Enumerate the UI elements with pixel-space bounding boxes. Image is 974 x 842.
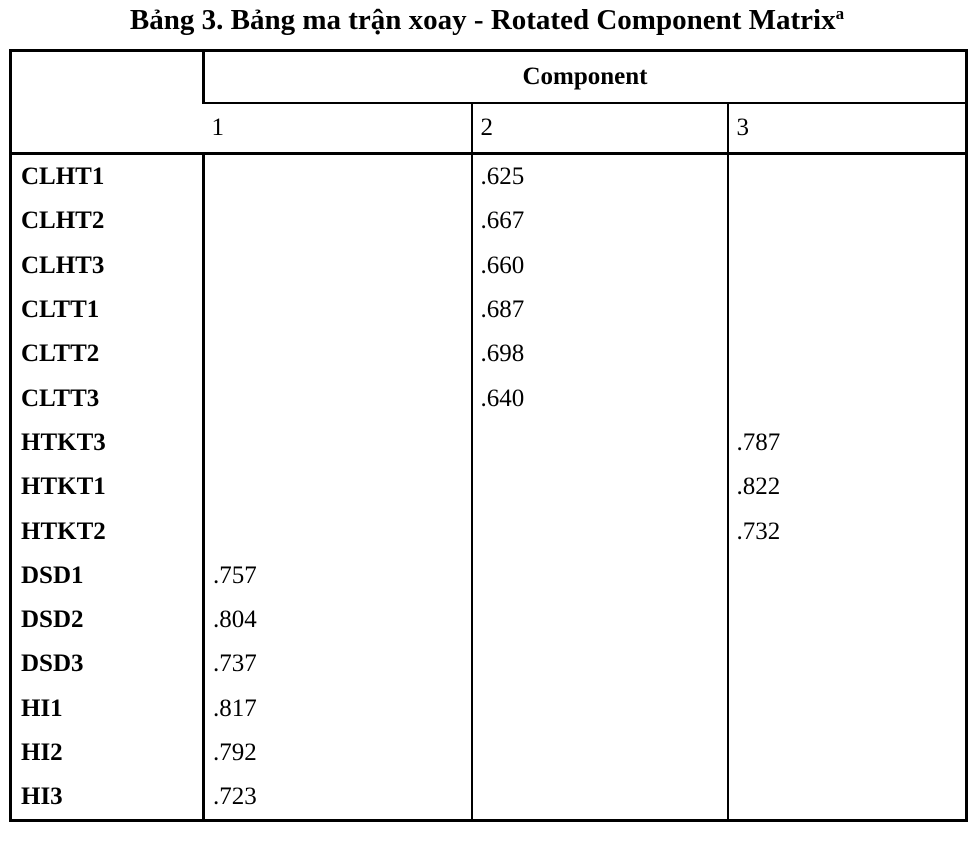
- table-row: [11, 421, 967, 465]
- row-label: CLHT2: [11, 199, 204, 243]
- row-label: CLHT1: [11, 154, 204, 200]
- loading-cell: [472, 509, 728, 553]
- loading-cell: [472, 554, 728, 598]
- row-label: DSD3: [11, 642, 204, 686]
- loading-cell: [204, 376, 472, 420]
- loading-cell: [728, 154, 967, 200]
- loading-cell: .737: [204, 642, 472, 686]
- table-row: [11, 554, 967, 598]
- loading-cell: [472, 775, 728, 821]
- loading-cell: .667: [472, 199, 728, 243]
- loading-cell: [204, 465, 472, 509]
- row-label: HTKT2: [11, 509, 204, 553]
- loading-cell: [472, 465, 728, 509]
- component-column-header: 3: [728, 103, 967, 154]
- loading-cell: [728, 288, 967, 332]
- loading-cell: [204, 421, 472, 465]
- table-row: [11, 598, 967, 642]
- table-title-text: Bảng 3. Bảng ma trận xoay - Rotated Component Matrix: [129, 4, 836, 36]
- loading-cell: [204, 288, 472, 332]
- loading-cell: .723: [204, 775, 472, 821]
- rotated-component-matrix-table: [9, 49, 968, 822]
- loading-cell: .792: [204, 731, 472, 775]
- loading-cell: [204, 154, 472, 200]
- loading-cell: [472, 421, 728, 465]
- loading-cell: [204, 244, 472, 288]
- loading-cell: .687: [472, 288, 728, 332]
- loading-cell: .817: [204, 687, 472, 731]
- table-row: [11, 642, 967, 686]
- row-label: CLTT1: [11, 288, 204, 332]
- table-title-footnote-mark: a: [835, 4, 845, 23]
- loading-cell: [472, 731, 728, 775]
- loading-cell: [728, 199, 967, 243]
- row-label: HI3: [11, 775, 204, 821]
- row-label: CLHT3: [11, 244, 204, 288]
- loading-cell: [728, 376, 967, 420]
- loading-cell: [728, 244, 967, 288]
- loading-cell: [728, 554, 967, 598]
- table-row: [11, 465, 967, 509]
- loading-cell: [472, 642, 728, 686]
- table-row: [11, 731, 967, 775]
- row-label: HI2: [11, 731, 204, 775]
- loading-cell: .732: [728, 509, 967, 553]
- loading-cell: .787: [728, 421, 967, 465]
- row-label: CLTT3: [11, 376, 204, 420]
- loading-cell: [204, 332, 472, 376]
- row-label: CLTT2: [11, 332, 204, 376]
- loading-cell: [728, 731, 967, 775]
- loading-cell: .660: [472, 244, 728, 288]
- loading-cell: [728, 598, 967, 642]
- table-title: [0, 0, 974, 40]
- table-row: [11, 775, 967, 821]
- loading-cell: .757: [204, 554, 472, 598]
- loading-cell: .625: [472, 154, 728, 200]
- table-row: [11, 244, 967, 288]
- loading-cell: [472, 687, 728, 731]
- component-column-header: 2: [472, 103, 728, 154]
- row-label: DSD2: [11, 598, 204, 642]
- row-label: HTKT1: [11, 465, 204, 509]
- loading-cell: [728, 332, 967, 376]
- row-label: HTKT3: [11, 421, 204, 465]
- loading-cell: [472, 598, 728, 642]
- table-row: [11, 288, 967, 332]
- loading-cell: [204, 509, 472, 553]
- loading-cell: .822: [728, 465, 967, 509]
- table-row: [11, 376, 967, 420]
- row-label: DSD1: [11, 554, 204, 598]
- header-corner-cell: [11, 51, 204, 154]
- loading-cell: [728, 687, 967, 731]
- loading-cell: .698: [472, 332, 728, 376]
- component-group-header: Component: [204, 51, 967, 104]
- loading-cell: [728, 775, 967, 821]
- table-row: [11, 199, 967, 243]
- loading-cell: .804: [204, 598, 472, 642]
- loading-cell: [204, 199, 472, 243]
- component-column-header: 1: [204, 103, 472, 154]
- table-row: [11, 509, 967, 553]
- table-row: [11, 154, 967, 200]
- table-row: [11, 332, 967, 376]
- loading-cell: [728, 642, 967, 686]
- table-row: [11, 687, 967, 731]
- row-label: HI1: [11, 687, 204, 731]
- loading-cell: .640: [472, 376, 728, 420]
